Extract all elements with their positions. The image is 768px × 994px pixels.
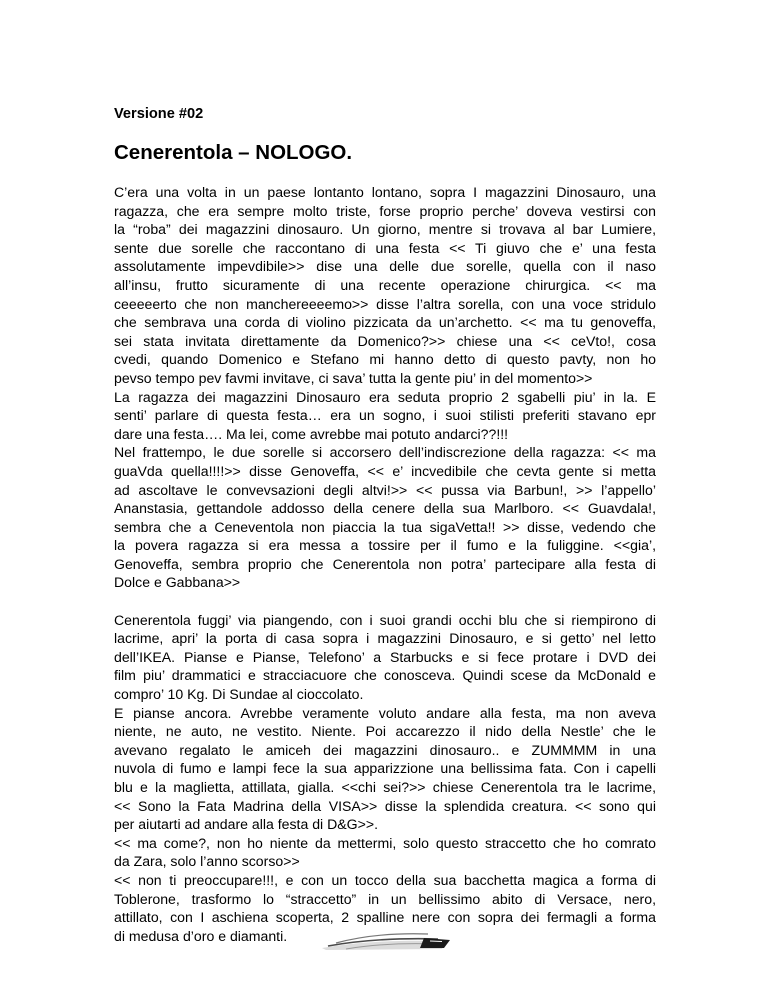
paragraph-line: dare una festa…. Ma lei, come avrebbe mai potuto andarci??!!! [114, 425, 509, 442]
paragraph-line: Genoveffa, sembra proprio che Cenerentola non potra’ partecipare alla festa di [114, 555, 656, 572]
paragraph-line: senti’ parlare di questa festa… era un sogno, i suoi stilisti preferiti stavano epr [114, 407, 656, 424]
paragraph-line: C’era una volta in un paese lontanto lontano, sopra I magazzini Dinosauro, una [114, 184, 656, 200]
story-body [114, 183, 656, 945]
paragraph-line: di medusa d’oro e diamanti. [114, 927, 288, 944]
paragraph-line: assolutamente impevdibile>> dise una delle due sorelle, quella con il naso [114, 258, 656, 275]
paragraph-line: guaVda quella!!!!>> disse Genoveffa, << e’ incvedibile che cevta gente si metta [114, 462, 656, 479]
paragraph-line: Nel frattempo, le due sorelle si accorsero dell’indiscrezione della ragazza: << ma [114, 444, 656, 461]
paragraph-line: La ragazza dei magazzini Dinosauro era seduta proprio 2 sgabelli piu’ in la. E [114, 388, 656, 405]
paragraph-line: dell’IKEA. Pianse e Pianse, Telefono’ a Starbucks e si fece protare i DVD dei [114, 648, 656, 665]
paragraph-line: pevso tempo pev favmi invitave, ci sava’ tutta la gente piu’ in del momento>> [114, 369, 593, 386]
paragraph-line: Cenerentola fuggi’ via piangendo, con i suoi grandi occhi blu che si riempirono di [114, 611, 656, 628]
paragraph-line: lacrime, apri’ la porta di casa sopra i magazzini Dinosauro, e si getto’ nel letto [114, 630, 656, 647]
paragraph-line: da Zara, solo l’anno scorso>> [114, 853, 300, 870]
paragraph-line: sente due sorelle che raccontano di una festa << Ti giuvo che e’ una festa [114, 239, 656, 256]
paragraph-line: all’insu, frutto sicuramente di una recente operazione chirurgica. << ma [114, 276, 656, 293]
paragraph-line: compro’ 10 Kg. Di Sundae al cioccolato. [114, 686, 364, 703]
paragraph-line: << non ti preoccupare!!!, e con un tocco della sua bacchetta magica a forma di [114, 871, 656, 888]
paragraph-line: blu e la maglietta, attillata, gialla. <<chi sei?>> chiese Cenerentola tra le lacrime, [114, 779, 656, 795]
paragraph-spacer [114, 592, 656, 611]
paragraph-line: << Sono la Fata Madrina della VISA>> disse la splendida creatura. << sono qui [114, 797, 656, 814]
paragraph-line: avevano regalato le amiceh dei magazzini dinosauro.. e ZUMMMM in una [114, 741, 656, 758]
paragraph-line: film piu’ drammatici e stracciacuore che conosceva. Quindi scese da McDonald e [114, 667, 656, 684]
paragraph-line: ragazza, che era sempre molto triste, forse proprio perche’ doveva vestirsi con [114, 202, 656, 219]
paragraph-line: E pianse ancora. Avrebbe veramente voluto andare alla festa, ma non aveva [114, 704, 656, 721]
paragraph-line: per aiutarti ad andare alla festa di D&G>>. [114, 816, 379, 833]
paragraph-line: << ma come?, non ho niente da mettermi, solo questo straccetto che ho comrato [114, 834, 656, 851]
paragraph-line: ceeeeerto che non manchereeeemo>> disse l’altra sorella, con una voce stridulo [114, 295, 656, 312]
paragraph-line: la povera ragazza si era messa a tossire per il fumo e la fuliggine. <<gia’, [114, 537, 656, 554]
paragraph-line: sembra che a Ceneventola non piaccia la tua sigaVetta!! >> disse, vedendo che [114, 518, 656, 535]
paragraph-line: Toblerone, trasformo lo “straccetto” in un bellissimo abito di Versace, nero, [114, 890, 656, 907]
paragraph-line: nuvola di fumo e lampi fece la sua apparizzione una bellissima fata. Con i capelli [114, 760, 656, 777]
speedboat-logo-icon [316, 929, 452, 953]
document-title: Cenerentola – NOLOGO. [114, 141, 353, 164]
paragraph-line: attillato, con I aschiena scoperta, 2 spalline nere con sopra dei fermagli a forma [114, 909, 656, 926]
paragraph-line: che sembrava una corda di violino pizzicata da un’archetto. << ma tu genoveffa, [114, 314, 656, 331]
paragraph-line: la “roba” dei magazzini dinosauro. Un giorno, mentre si trovava al bar Lumiere, [114, 221, 656, 238]
paragraph-line: sei stata invitata direttamente da Domenico?>> chiese una << ceVto!, cosa [114, 332, 656, 349]
paragraph-line: Dolce e Gabbana>> [114, 574, 241, 591]
paragraph-line: ad ascoltave le convevsazioni degli altvi!>> << pussa via Barbun!, >> l’appello’ [114, 481, 656, 498]
paragraph-line: cvedi, quando Domenico e Stefano mi hanno detto di questo pavty, non ho [114, 351, 656, 368]
paragraph-line: niente, ne auto, ne vestito. Niente. Poi accarezzo il nido della Nestle’ che le [114, 723, 656, 740]
paragraph-line: Ananstasia, gettandole addosso della cenere della sua Marlboro. << Guavdala!, [114, 500, 656, 517]
version-label: Versione #02 [114, 106, 204, 122]
